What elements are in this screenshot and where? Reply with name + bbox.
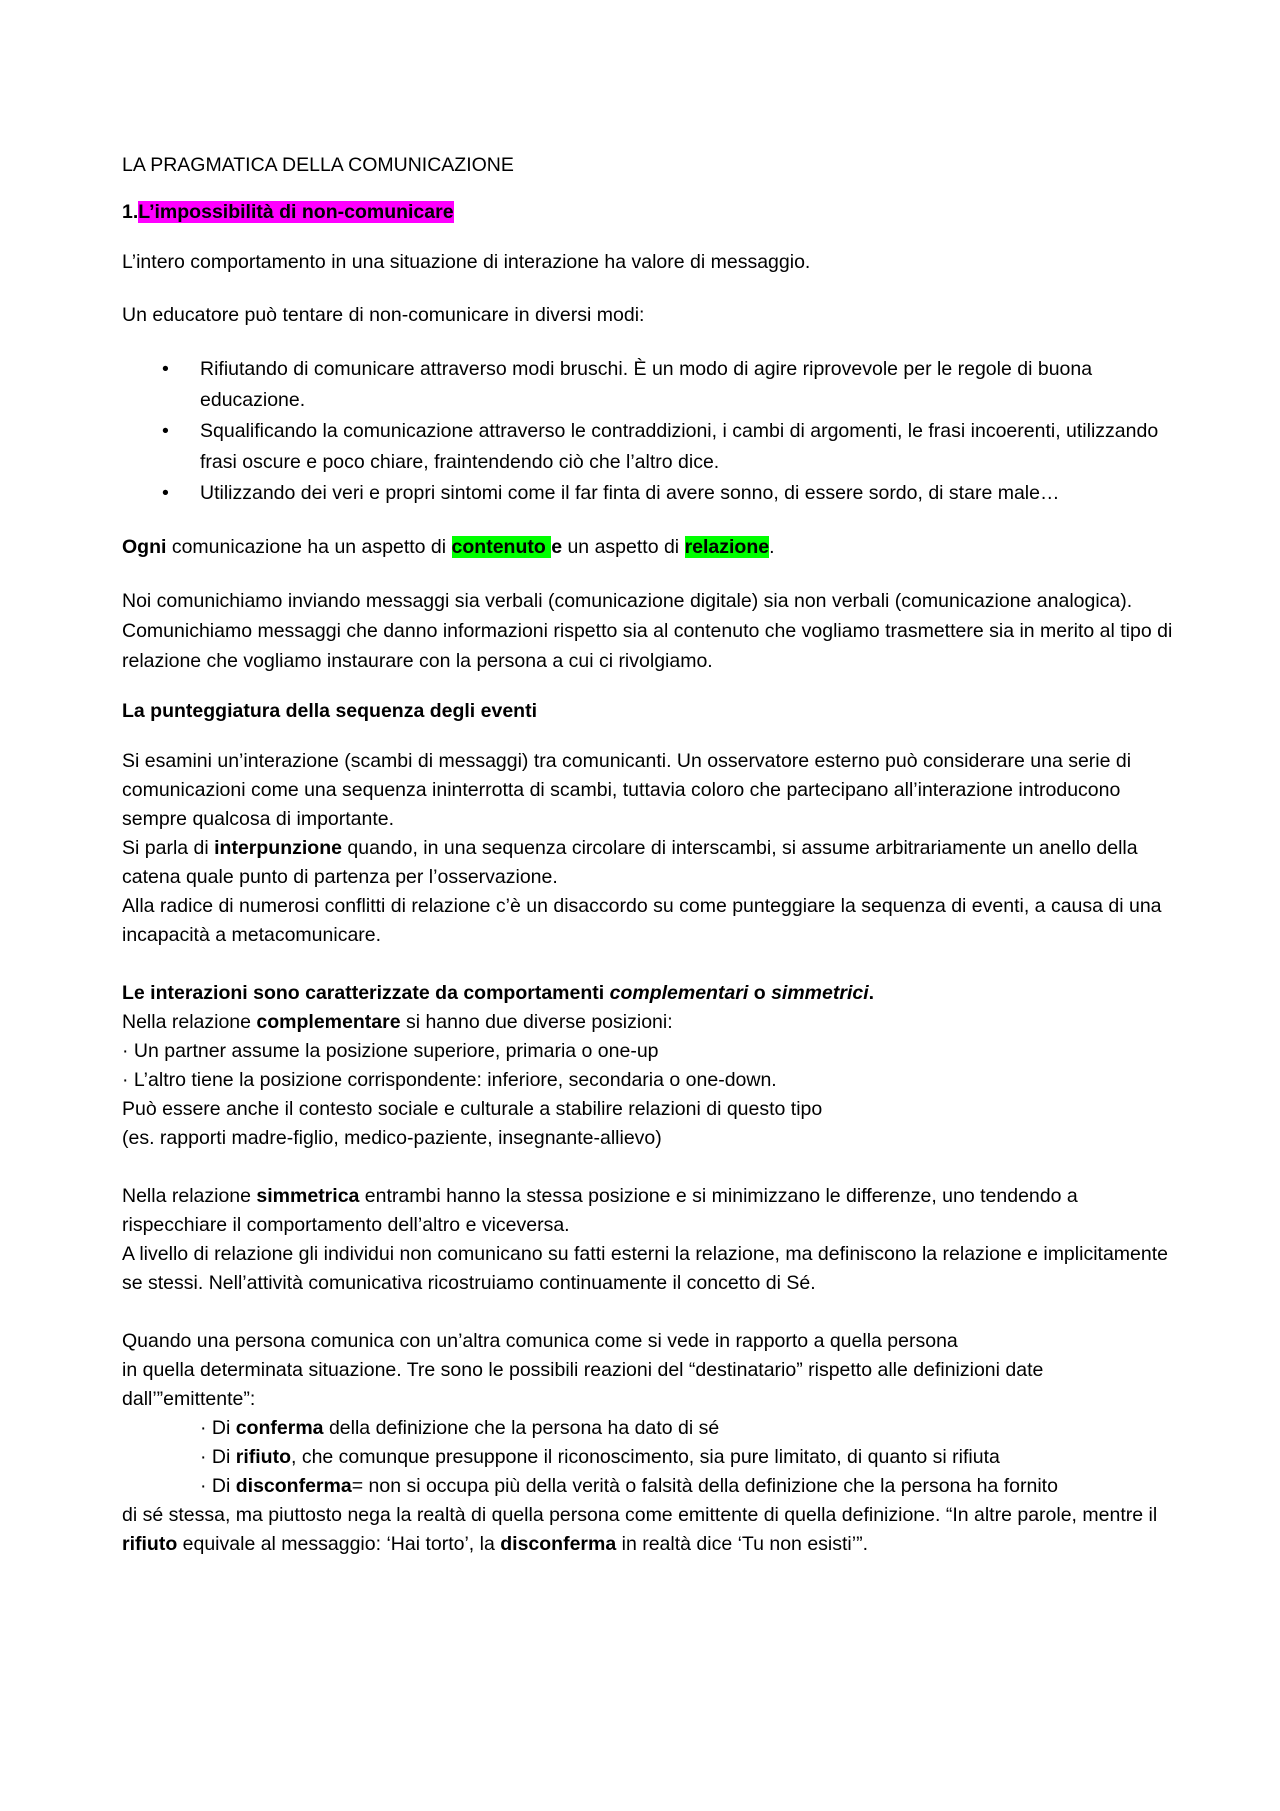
list-item <box>122 416 1182 478</box>
text-span: equivale al messaggio: ‘Hai torto’, la <box>177 1533 501 1555</box>
paragraph-line: A livello di relazione gli individui non comunicano su fatti esterni la relazione, ma definiscono la relazione e implicitamente se stessi. Nell’attività comunicativa ricostruiamo continuamente il concetto di Sé. <box>122 1243 1168 1294</box>
paragraph-line: Può essere anche il contesto sociale e culturale a stabilire relazioni di questo tipo <box>122 1098 823 1120</box>
list-item <box>122 354 1182 416</box>
text-span: · Di <box>200 1446 236 1468</box>
bold-text: simmetrica <box>256 1185 360 1207</box>
text-span: , che comunque presuppone il riconoscimento, sia pure limitato, di quanto si rifiuta <box>290 1446 1000 1468</box>
text-span: · Di <box>200 1475 236 1497</box>
text-span: entrambi hanno la stessa posizione e si minimizzano le differenze, uno tendendo a rispecchiare il comportamento dell’altro e viceversa. <box>122 1185 1078 1236</box>
section-heading <box>122 201 1182 224</box>
list-item <box>122 1443 1182 1472</box>
paragraph-line: Si esamini un’interazione (scambi di messaggi) tra comunicanti. Un osservatore esterno può considerare una serie di comunicazioni come una sequenza ininterrotta di scambi, tuttavia coloro che partecipano all’interazione introducono sempre qualcosa di importante. <box>122 750 1132 830</box>
list-item <box>122 1414 1182 1443</box>
bold-text: . <box>868 982 875 1004</box>
bold-text: o <box>748 982 772 1004</box>
paragraph: Un educatore può tentare di non-comunicare in diversi modi: <box>122 304 645 326</box>
text-span: Si parla di <box>122 837 215 859</box>
bold-text: complementare <box>256 1011 401 1033</box>
list-item-text: Squalificando la comunicazione attraverso le contraddizioni, i cambi di argomenti, le frasi incoerenti, utilizzando frasi oscure e poco chiare, fraintendendo ciò che l’altro dice. <box>200 420 1159 473</box>
bold-text: rifiuto <box>235 1446 291 1468</box>
list-item <box>122 478 1182 509</box>
bold-text: conferma <box>235 1417 324 1439</box>
text-span: = non si occupa più della verità o falsità della definizione che la persona ha fornito <box>351 1475 1058 1497</box>
paragraph-line: Quando una persona comunica con un’altra comunica come si vede in rapporto a quella persona <box>122 1330 958 1352</box>
document-title: LA PRAGMATICA DELLA COMUNICAZIONE <box>122 154 514 176</box>
text-span: Nella relazione <box>122 1185 257 1207</box>
paragraph-line <box>122 1501 1182 1559</box>
text-span: quando, in una sequenza circolare di interscambi, si assume arbitrariamente un anello della catena quale punto di partenza per l’osservazione. <box>122 837 1138 888</box>
paragraph: Noi comunichiamo inviando messaggi sia verbali (comunicazione digitale) sia non verbali (comunicazione analogica). Comunichiamo messaggi che danno informazioni rispetto sia al contenuto che vogliamo trasmettere sia in merito al tipo di relazione che vogliamo instaurare con la persona a cui ci rivolgiamo. <box>122 590 1173 672</box>
paragraph-block <box>122 747 1182 950</box>
paragraph: L’intero comportamento in una situazione di interazione ha valore di messaggio. <box>122 251 811 273</box>
section-heading-text: L’impossibilità di non-comunicare <box>138 201 454 223</box>
paragraph-line <box>122 979 1182 1008</box>
bold-text: Le interazioni sono caratterizzate da comportamenti <box>122 982 610 1004</box>
bullet-icon: • <box>162 358 169 380</box>
paragraph-line: (es. rapporti madre-figlio, medico-paziente, insegnante-allievo) <box>122 1127 662 1149</box>
paragraph-line: · Un partner assume la posizione superiore, primaria o one-up <box>122 1040 659 1062</box>
list-item <box>122 1472 1182 1501</box>
paragraph-line: in quella determinata situazione. Tre sono le possibili reazioni del “destinatario” rispetto alle definizioni date dall’”emittente”: <box>122 1359 1044 1410</box>
paragraph <box>122 533 1182 562</box>
paragraph-line <box>122 834 1182 892</box>
list-item-text: Rifiutando di comunicare attraverso modi bruschi. È un modo di agire riprovevole per le regole di buona educazione. <box>200 358 1093 411</box>
paragraph-block <box>122 979 1182 1153</box>
bold-italic-text: simmetrici <box>771 982 869 1004</box>
paragraph-line <box>122 1008 1182 1037</box>
bold-text: Ogni <box>122 536 167 558</box>
text-span: della definizione che la persona ha dato di sé <box>323 1417 720 1439</box>
bold-text: disconferma <box>500 1533 617 1555</box>
bullet-icon: • <box>162 420 169 442</box>
text-span: comunicazione ha un aspetto di <box>166 536 452 558</box>
bold-italic-text: complementari <box>609 982 749 1004</box>
bullet-icon: • <box>162 482 169 504</box>
text-span: . <box>769 536 775 558</box>
bullet-list <box>122 354 1182 509</box>
bold-text: disconferma <box>235 1475 352 1497</box>
text-span: di sé stessa, ma piuttosto nega la realtà di quella persona come emittente di quella definizione. “In altre parole, mentre il <box>122 1504 1158 1526</box>
subheading: La punteggiatura della sequenza degli eventi <box>122 700 538 722</box>
text-span: in realtà dice ‘Tu non esisti’”. <box>616 1533 868 1555</box>
paragraph-line: · L’altro tiene la posizione corrispondente: inferiore, secondaria o one-down. <box>122 1069 777 1091</box>
list-item-text: Utilizzando dei veri e propri sintomi come il far finta di avere sonno, di essere sordo, di stare male… <box>200 482 1060 504</box>
text-span: si hanno due diverse posizioni: <box>400 1011 673 1033</box>
paragraph-line <box>122 1182 1182 1240</box>
highlight-relazione: relazione <box>684 536 770 558</box>
bold-text: rifiuto <box>122 1533 178 1555</box>
paragraph-line: Alla radice di numerosi conflitti di relazione c’è un disaccordo su come punteggiare la sequenza di eventi, a causa di una incapacità a metacomunicare. <box>122 895 1162 946</box>
document-body <box>122 154 1182 1588</box>
text-span: · Di <box>200 1417 236 1439</box>
paragraph-block <box>122 1182 1182 1298</box>
text-span: un aspetto di <box>562 536 685 558</box>
text-span: Nella relazione <box>122 1011 257 1033</box>
paragraph-block <box>122 1327 1182 1559</box>
bold-text: e <box>551 536 563 558</box>
bold-text: interpunzione <box>214 837 342 859</box>
section-number: 1. <box>122 201 139 223</box>
highlight-contenuto: contenuto <box>451 536 552 558</box>
